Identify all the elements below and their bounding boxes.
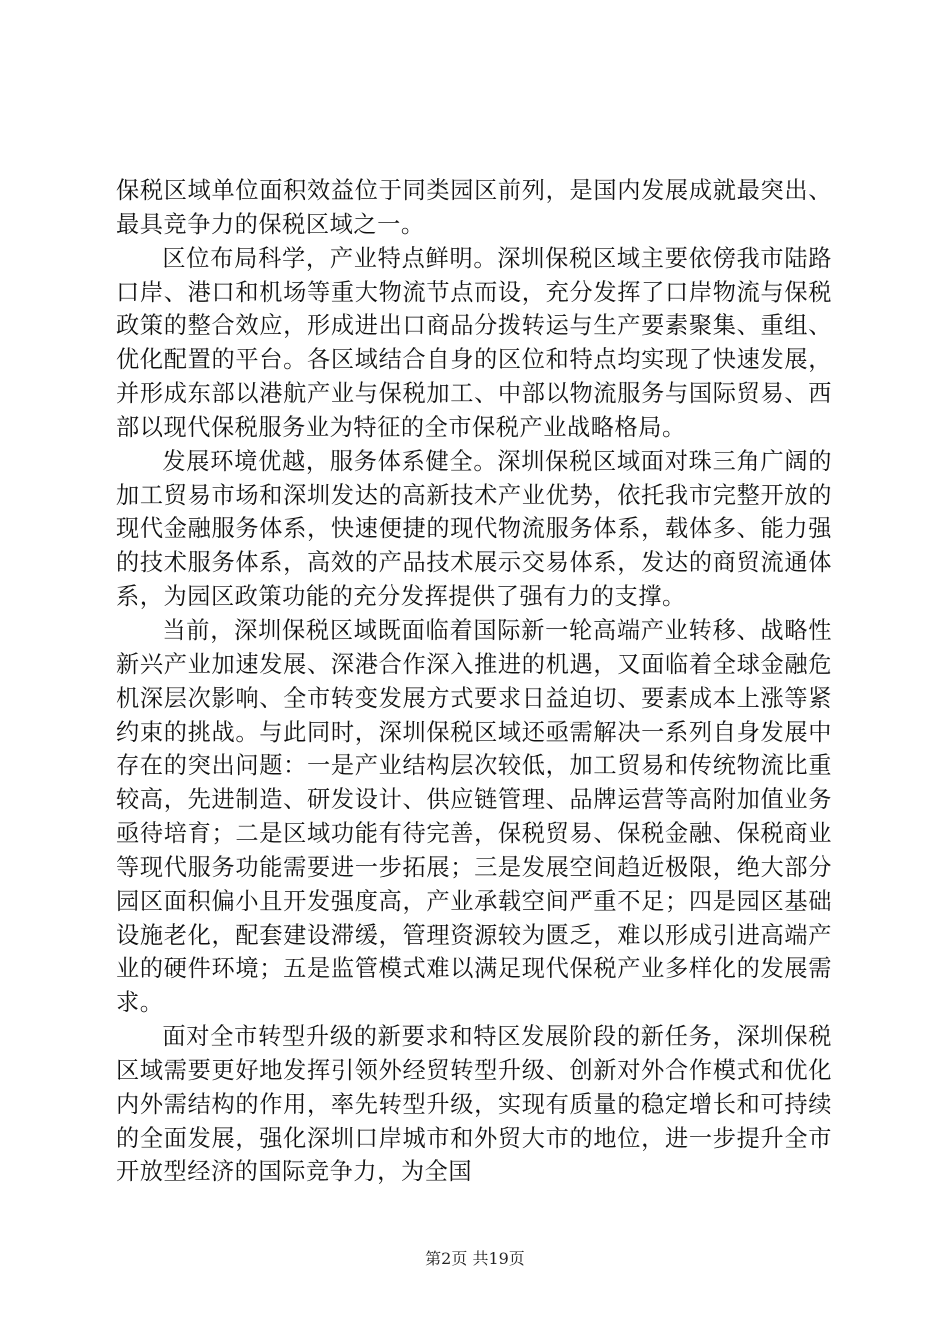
page-footer xyxy=(0,1249,950,1269)
paragraph-new-requirements: 面对全市转型升级的新要求和特区发展阶段的新任务，深圳保税区域需要更好地发挥引领外经贸转型升级、创新对外合作模式和优化内外需结构的作用，率先转型升级，实现有质量的稳定增长和可持续的全面发展，强化深圳口岸城市和外贸大市的地位，进一步提升全市开放型经济的国际竞争力，为全国 xyxy=(116,1023,832,1186)
page-number: 第2页 共19页 xyxy=(425,1249,525,1268)
paragraph-location-layout: 区位布局科学，产业特点鲜明。深圳保税区域主要依傍我市陆路口岸、港口和机场等重大物流节点而设，充分发挥了口岸物流与保税政策的整合效应，形成进出口商品分拨转运与生产要素聚集、重组、优化配置的平台。各区域结合自身的区位和特点均实现了快速发展，并形成东部以港航产业与保税加工、中部以物流服务与国际贸易、西部以现代保税服务业为特征的全市保税产业战略格局。 xyxy=(116,244,832,441)
paragraph-development-environment: 发展环境优越，服务体系健全。深圳保税区域面对珠三角广阔的加工贸易市场和深圳发达的高新技术产业优势，依托我市完整开放的现代金融服务体系，快速便捷的现代物流服务体系，载体多、能力强的技术服务体系，高效的产品技术展示交易体系，发达的商贸流通体系，为园区政策功能的充分发挥提供了强有力的支撑。 xyxy=(116,447,832,611)
document-body xyxy=(116,174,832,1189)
paragraph-current-challenges: 当前，深圳保税区域既面临着国际新一轮高端产业转移、战略性新兴产业加速发展、深港合作深入推进的机遇，又面临着全球金融危机深层次影响、全市转变发展方式要求日益迫切、要素成本上涨等紧约束的挑战。与此同时，深圳保税区域还亟需解决一系列自身发展中存在的突出问题：一是产业结构层次较低，加工贸易和传统物流比重较高，先进制造、研发设计、供应链管理、品牌运营等高附加值业务亟待培育；二是区域功能有待完善，保税贸易、保税金融、保税商业等现代服务功能需要进一步拓展；三是发展空间趋近极限，绝大部分园区面积偏小且开发强度高，产业承载空间严重不足；四是园区基础设施老化，配套建设滞缓，管理资源较为匮乏，难以形成引进高端产业的硬件环境；五是监管模式难以满足现代保税产业多样化的发展需求。 xyxy=(116,616,832,1017)
paragraph-continuation: 保税区域单位面积效益位于同类园区前列，是国内发展成就最突出、最具竞争力的保税区域之一。 xyxy=(116,177,832,238)
